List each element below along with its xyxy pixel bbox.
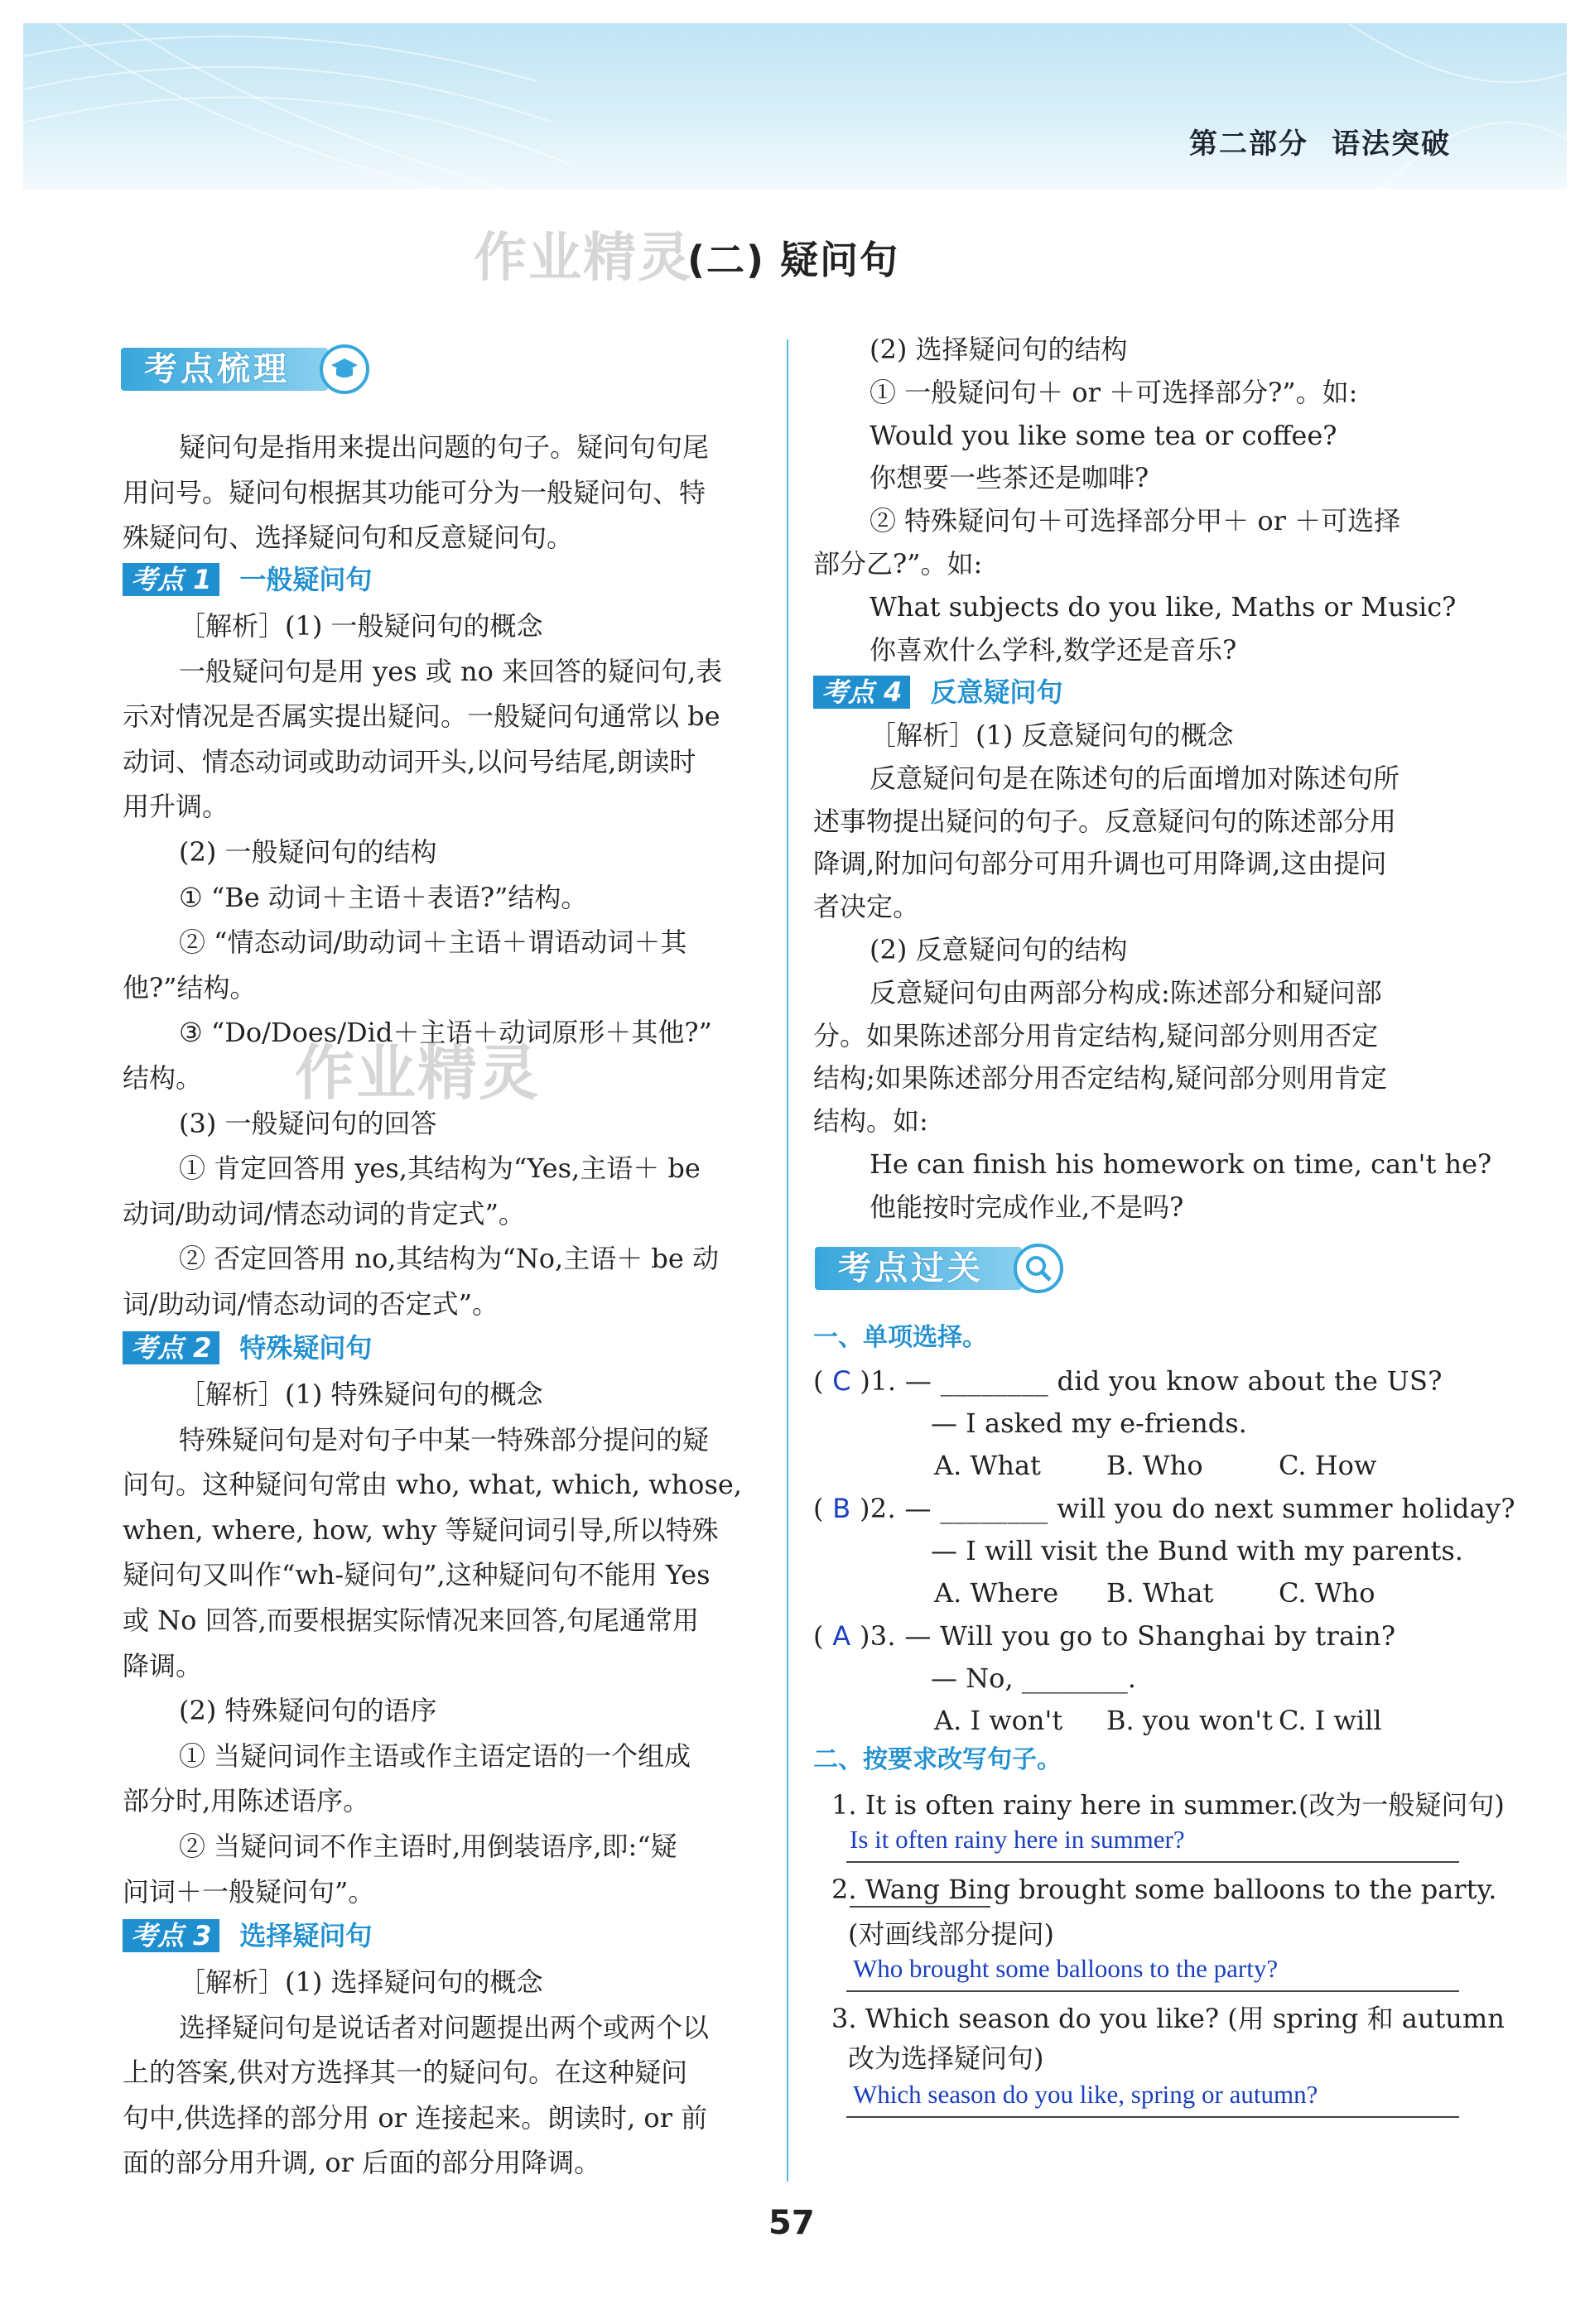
banner-practice-label: 考点过关 — [815, 1247, 1022, 1290]
intro-line: 殊疑问句、选择疑问句和反意疑问句。 — [123, 522, 574, 554]
kp4-line: ［解析］(1) 反意疑问句的概念 — [870, 719, 1234, 751]
kp1-line: 用升调。 — [123, 791, 229, 823]
header-part: 第二部分 — [1189, 128, 1308, 161]
kp3-line: 面的部分用升调, or 后面的部分用降调。 — [123, 2147, 601, 2179]
q2-reply: — I will visit the Bund with my parents. — [931, 1535, 1463, 1566]
kp1-line: ③ “Do/Does/Did＋主语＋动词原形＋其他?” — [179, 1017, 712, 1049]
kp3-cont-line: 你喜欢什么学科,数学还是音乐? — [870, 633, 1237, 666]
kp4-line: 反意疑问句是在陈述句的后面增加对陈述句所 — [870, 762, 1400, 794]
q3-option: A. I won't — [934, 1705, 1063, 1736]
kp4-line: 他能按时完成作业,不是吗? — [870, 1191, 1184, 1223]
intro-line: 疑问句是指用来提出问题的句子。疑问句句尾 — [179, 431, 710, 463]
banner-review-label: 考点梳理 — [121, 348, 328, 391]
section-rewrite: 二、按要求改写句子。 — [813, 1745, 1062, 1774]
r3-question-note: 改为选择疑问句) — [848, 2043, 1044, 2074]
kp4-line: 述事物提出疑问的句子。反意疑问句的陈述部分用 — [813, 805, 1397, 837]
q2-option: A. Where — [934, 1577, 1059, 1609]
q1-text: — ________ did you know about the US? — [904, 1365, 1443, 1397]
kp1-heading-tag: 考点 1 — [123, 563, 219, 596]
kp3-cont-line: What subjects do you like, Maths or Music? — [870, 590, 1457, 623]
r2-underline — [846, 1990, 1459, 1992]
kp3-cont-line: 部分乙?”。如: — [813, 548, 983, 580]
kp1-line: 动词、情态动词或助动词开头,以问号结尾,朗读时 — [123, 745, 696, 777]
kp2-heading-title: 特殊疑问句 — [239, 1332, 373, 1364]
kp1-line: (2) 一般疑问句的结构 — [179, 836, 437, 868]
kp1-line: ② 否定回答用 no,其结构为“No,主语＋ be 动 — [179, 1243, 719, 1275]
r3-answer: Which season do you like, spring or autumn? — [853, 2080, 1318, 2109]
kp2-line: 问句。这种疑问句常由 who, what, which, whose, — [123, 1469, 742, 1501]
kp2-line: ［解析］(1) 特殊疑问句的概念 — [179, 1379, 543, 1410]
q3-option: C. I will — [1279, 1705, 1382, 1736]
header-band — [23, 23, 1567, 189]
kp1-line: 动词/助动词/情态动词的肯定式”。 — [123, 1197, 525, 1229]
q1-option: B. Who — [1106, 1450, 1203, 1481]
r3-question: 3. Which season do you like? (用 spring 和 autumn — [831, 2003, 1505, 2034]
kp1-line: (3) 一般疑问句的回答 — [179, 1107, 437, 1139]
kp4-line: 分。如果陈述部分用肯定结构,疑问部分则用否定 — [813, 1019, 1379, 1051]
kp4-line: 降调,附加问句部分可用升调也可用降调,这由提问 — [813, 848, 1387, 880]
kp3-cont-line: (2) 选择疑问句的结构 — [870, 334, 1128, 365]
watermark-top: 作业精灵 — [474, 228, 692, 289]
q3-reply: — No, ________. — [931, 1662, 1136, 1694]
kp2-line: 或 No 回答,而要根据实际情况来回答,句尾通常用 — [123, 1605, 699, 1636]
r2-answer: Who brought some balloons to the party? — [853, 1954, 1279, 1983]
header-decoration — [23, 23, 1567, 189]
kp1-line: ［解析］(1) 一般疑问句的概念 — [179, 610, 543, 642]
q2-number: )2. — [860, 1493, 896, 1524]
kp2-line: 问词＋一般疑问句”。 — [123, 1875, 375, 1908]
q2-question: ( B )2. — ________ will you do next summer holiday? — [813, 1493, 1515, 1524]
page-number: 57 — [768, 2204, 815, 2242]
kp4-line: 者决定。 — [813, 891, 920, 923]
q3-answer: A — [832, 1620, 851, 1652]
kp2-line: when, where, how, why 等疑问词引导,所以特殊 — [123, 1513, 719, 1546]
kp2-line: ② 当疑问词不作主语时,用倒装语序,即:“疑 — [179, 1831, 677, 1862]
kp4-heading-title: 反意疑问句 — [930, 676, 1063, 708]
header-title — [1189, 121, 1451, 161]
kp2-line: ① 当疑问词作主语或作主语定语的一个组成 — [179, 1739, 691, 1772]
kp4-line: 结构;如果陈述部分用否定结构,疑问部分则用肯定 — [813, 1062, 1387, 1095]
q1-reply: — I asked my e-friends. — [931, 1407, 1247, 1439]
intro-line: 用问号。疑问句根据其功能可分为一般疑问句、特 — [123, 476, 706, 508]
kp4-heading — [813, 676, 1062, 709]
kp3-cont-line: Would you like some tea or coffee? — [870, 419, 1337, 451]
r2-question-note: (对画线部分提问) — [848, 1918, 1054, 1950]
kp1-line: 词/助动词/情态动词的否定式”。 — [123, 1288, 499, 1320]
kp2-heading-tag: 考点 2 — [123, 1331, 219, 1364]
q3-number: )3. — [859, 1620, 896, 1652]
kp1-heading-title: 一般疑问句 — [239, 564, 373, 595]
r1-underline — [846, 1861, 1459, 1863]
kp1-heading — [123, 563, 372, 596]
header-section: 语法突破 — [1332, 128, 1451, 161]
kp3-heading — [123, 1919, 372, 1952]
q3-text: — Will you go to Shanghai by train? — [904, 1620, 1396, 1652]
q2-option: B. What — [1106, 1577, 1214, 1609]
kp2-heading — [123, 1331, 372, 1364]
r2-underline-wangbing — [850, 1906, 990, 1908]
kp2-line: 部分时,用陈述语序。 — [123, 1785, 370, 1817]
r3-underline — [846, 2116, 1459, 2118]
kp3-line: 句中,供选择的部分用 or 连接起来。朗读时, or 前 — [123, 2101, 708, 2134]
kp3-cont-line: ① 一般疑问句＋ or ＋可选择部分?”。如: — [870, 376, 1358, 408]
kp4-heading-tag: 考点 4 — [813, 676, 910, 709]
kp4-line: 结构。如: — [813, 1105, 928, 1138]
q1-number: )1. — [860, 1365, 897, 1397]
kp1-line: ① 肯定回答用 yes,其结构为“Yes,主语＋ be — [179, 1152, 701, 1185]
kp3-heading-tag: 考点 3 — [123, 1919, 219, 1952]
watermark-middle: 作业精灵 — [295, 1038, 541, 1108]
kp2-line: 特殊疑问句是对句子中某一特殊部分提问的疑 — [179, 1423, 710, 1456]
kp3-cont-line: ② 特殊疑问句＋可选择部分甲＋ or ＋可选择 — [870, 505, 1401, 537]
q2-answer: B — [832, 1493, 851, 1524]
q1-option: C. How — [1279, 1450, 1377, 1481]
kp1-line: ② “情态动词/助动词＋主语＋谓语动词＋其 — [179, 926, 687, 959]
kp2-line: (2) 特殊疑问句的语序 — [179, 1695, 437, 1727]
q3-option: B. you won't — [1106, 1705, 1273, 1736]
kp4-line: (2) 反意疑问句的结构 — [870, 934, 1128, 965]
r2-question: 2. Wang Bing brought some balloons to the party. — [831, 1874, 1497, 1905]
kp4-line: 反意疑问句由两部分构成:陈述部分和疑问部 — [870, 976, 1382, 1008]
column-divider — [787, 339, 788, 2182]
kp2-line: 降调。 — [123, 1649, 203, 1682]
r1-answer: Is it often rainy here in summer? — [850, 1825, 1185, 1854]
kp2-line: 疑问句又叫作“wh-疑问句”,这种疑问句不能用 Yes — [123, 1559, 711, 1591]
q1-answer: C — [832, 1365, 851, 1397]
q2-text: — ________ will you do next summer holiday? — [904, 1493, 1515, 1524]
q1-question: ( C )1. — ________ did you know about the US? — [813, 1365, 1443, 1397]
q2-option: C. Who — [1279, 1577, 1375, 1609]
kp1-line: 结构。 — [123, 1062, 203, 1094]
page-title: (二) 疑问句 — [687, 238, 900, 282]
kp1-line: 一般疑问句是用 yes 或 no 来回答的疑问句,表 — [179, 655, 723, 687]
magnifier-icon — [1014, 1244, 1063, 1293]
kp3-line: 上的答案,供对方选择其一的疑问句。在这种疑问 — [123, 2057, 688, 2089]
kp3-line: ［解析］(1) 选择疑问句的概念 — [179, 1966, 543, 1998]
kp3-line: 选择疑问句是说话者对问题提出两个或两个以 — [179, 2011, 710, 2043]
r1-question: 1. It is often rainy here in summer.(改为一般疑问句) — [831, 1789, 1505, 1821]
q3-question: ( A )3. — Will you go to Shanghai by train? — [813, 1620, 1396, 1652]
q1-option: A. What — [934, 1450, 1041, 1481]
section-multiple-choice: 一、单项选择。 — [813, 1323, 987, 1352]
graduation-cap-icon — [320, 344, 369, 394]
kp4-line: He can finish his homework on time, can't he? — [870, 1148, 1492, 1180]
kp3-cont-line: 你想要一些茶还是咖啡? — [870, 462, 1149, 494]
kp1-line: 示对情况是否属实提出疑问。一般疑问句通常以 be — [123, 700, 720, 733]
kp1-line: 他?”结构。 — [123, 971, 257, 1003]
kp3-heading-title: 选择疑问句 — [239, 1920, 373, 1951]
kp1-line: ① “Be 动词＋主语＋表语?”结构。 — [179, 881, 588, 913]
